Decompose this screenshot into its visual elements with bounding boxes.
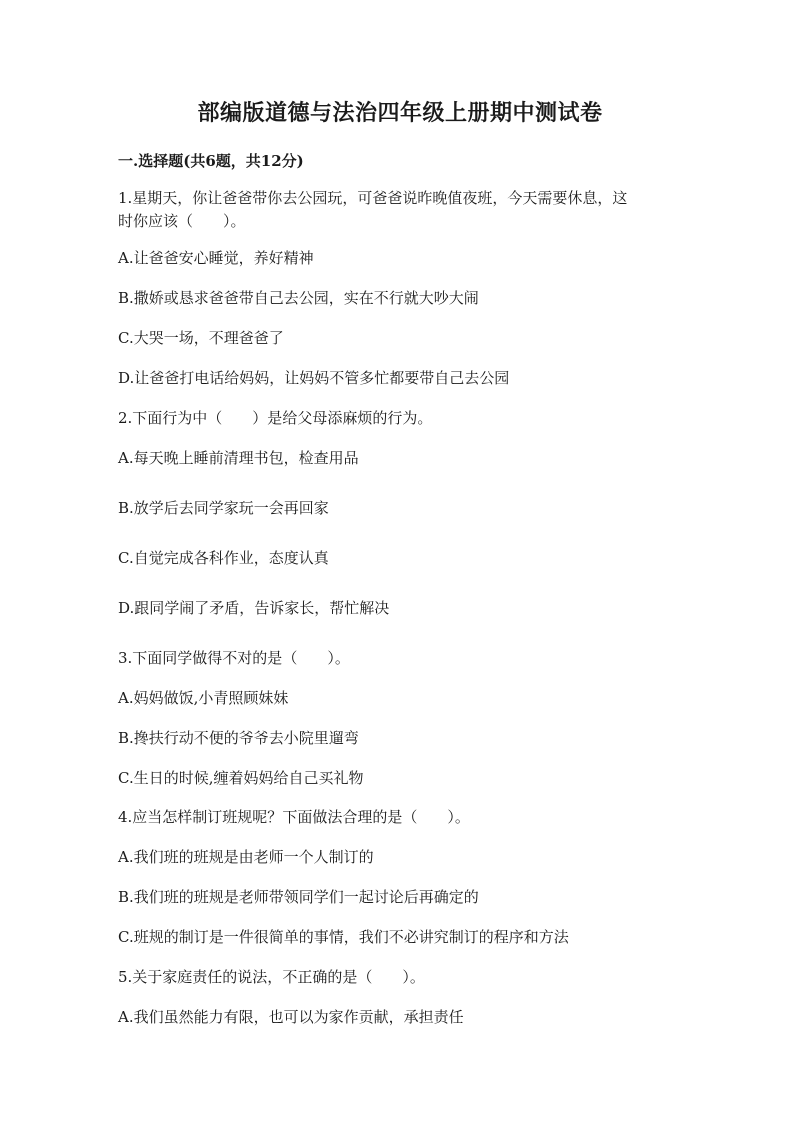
question-2-stem: 2.下面行为中（ ）是给父母添麻烦的行为。 [118, 409, 433, 427]
question-3-option-c: C.生日的时候,缠着妈妈给自己买礼物 [118, 769, 364, 787]
question-3-option-b: B.搀扶行动不便的爷爷去小院里遛弯 [118, 729, 359, 747]
question-4-stem: 4.应当怎样制订班规呢？下面做法合理的是（ ）。 [118, 808, 470, 826]
question-1-option-c: C.大哭一场，不理爸爸了 [118, 329, 284, 347]
question-5-option-a: A.我们虽然能力有限，也可以为家作贡献，承担责任 [118, 1008, 464, 1026]
question-3-stem: 3.下面同学做得不对的是（ ）。 [118, 649, 350, 667]
question-4-option-b: B.我们班的班规是老师带领同学们一起讨论后再确定的 [118, 888, 479, 906]
question-2-option-c: C.自觉完成各科作业，态度认真 [118, 549, 329, 567]
section-heading: 一.选择题(共6题，共12分) [118, 152, 304, 170]
question-2-option-d: D.跟同学闹了矛盾，告诉家长，帮忙解决 [118, 599, 390, 617]
question-1-stem-line-2: 时你应该（ ）。 [118, 212, 246, 230]
question-2-option-b: B.放学后去同学家玩一会再回家 [118, 499, 329, 517]
question-2-option-a: A.每天晚上睡前清理书包，检查用品 [118, 449, 359, 467]
question-1-option-b: B.撒娇或恳求爸爸带自己去公园，实在不行就大吵大闹 [118, 289, 479, 307]
question-5-stem: 5.关于家庭责任的说法，不正确的是（ ）。 [118, 968, 425, 986]
question-4-option-c: C.班规的制订是一件很简单的事情，我们不必讲究制订的程序和方法 [118, 928, 569, 946]
question-4-option-a: A.我们班的班规是由老师一个人制订的 [118, 848, 374, 866]
question-3-option-a: A.妈妈做饭,小青照顾妹妹 [118, 689, 289, 707]
question-1-option-a: A.让爸爸安心睡觉，养好精神 [118, 249, 314, 267]
question-1-option-d: D.让爸爸打电话给妈妈，让妈妈不管多忙都要带自己去公园 [118, 369, 510, 387]
question-1-stem-line-1: 1.星期天，你让爸爸带你去公园玩，可爸爸说昨晚值夜班，今天需要休息，这 [118, 189, 628, 207]
page-title: 部编版道德与法治四年级上册期中测试卷 [197, 100, 603, 126]
